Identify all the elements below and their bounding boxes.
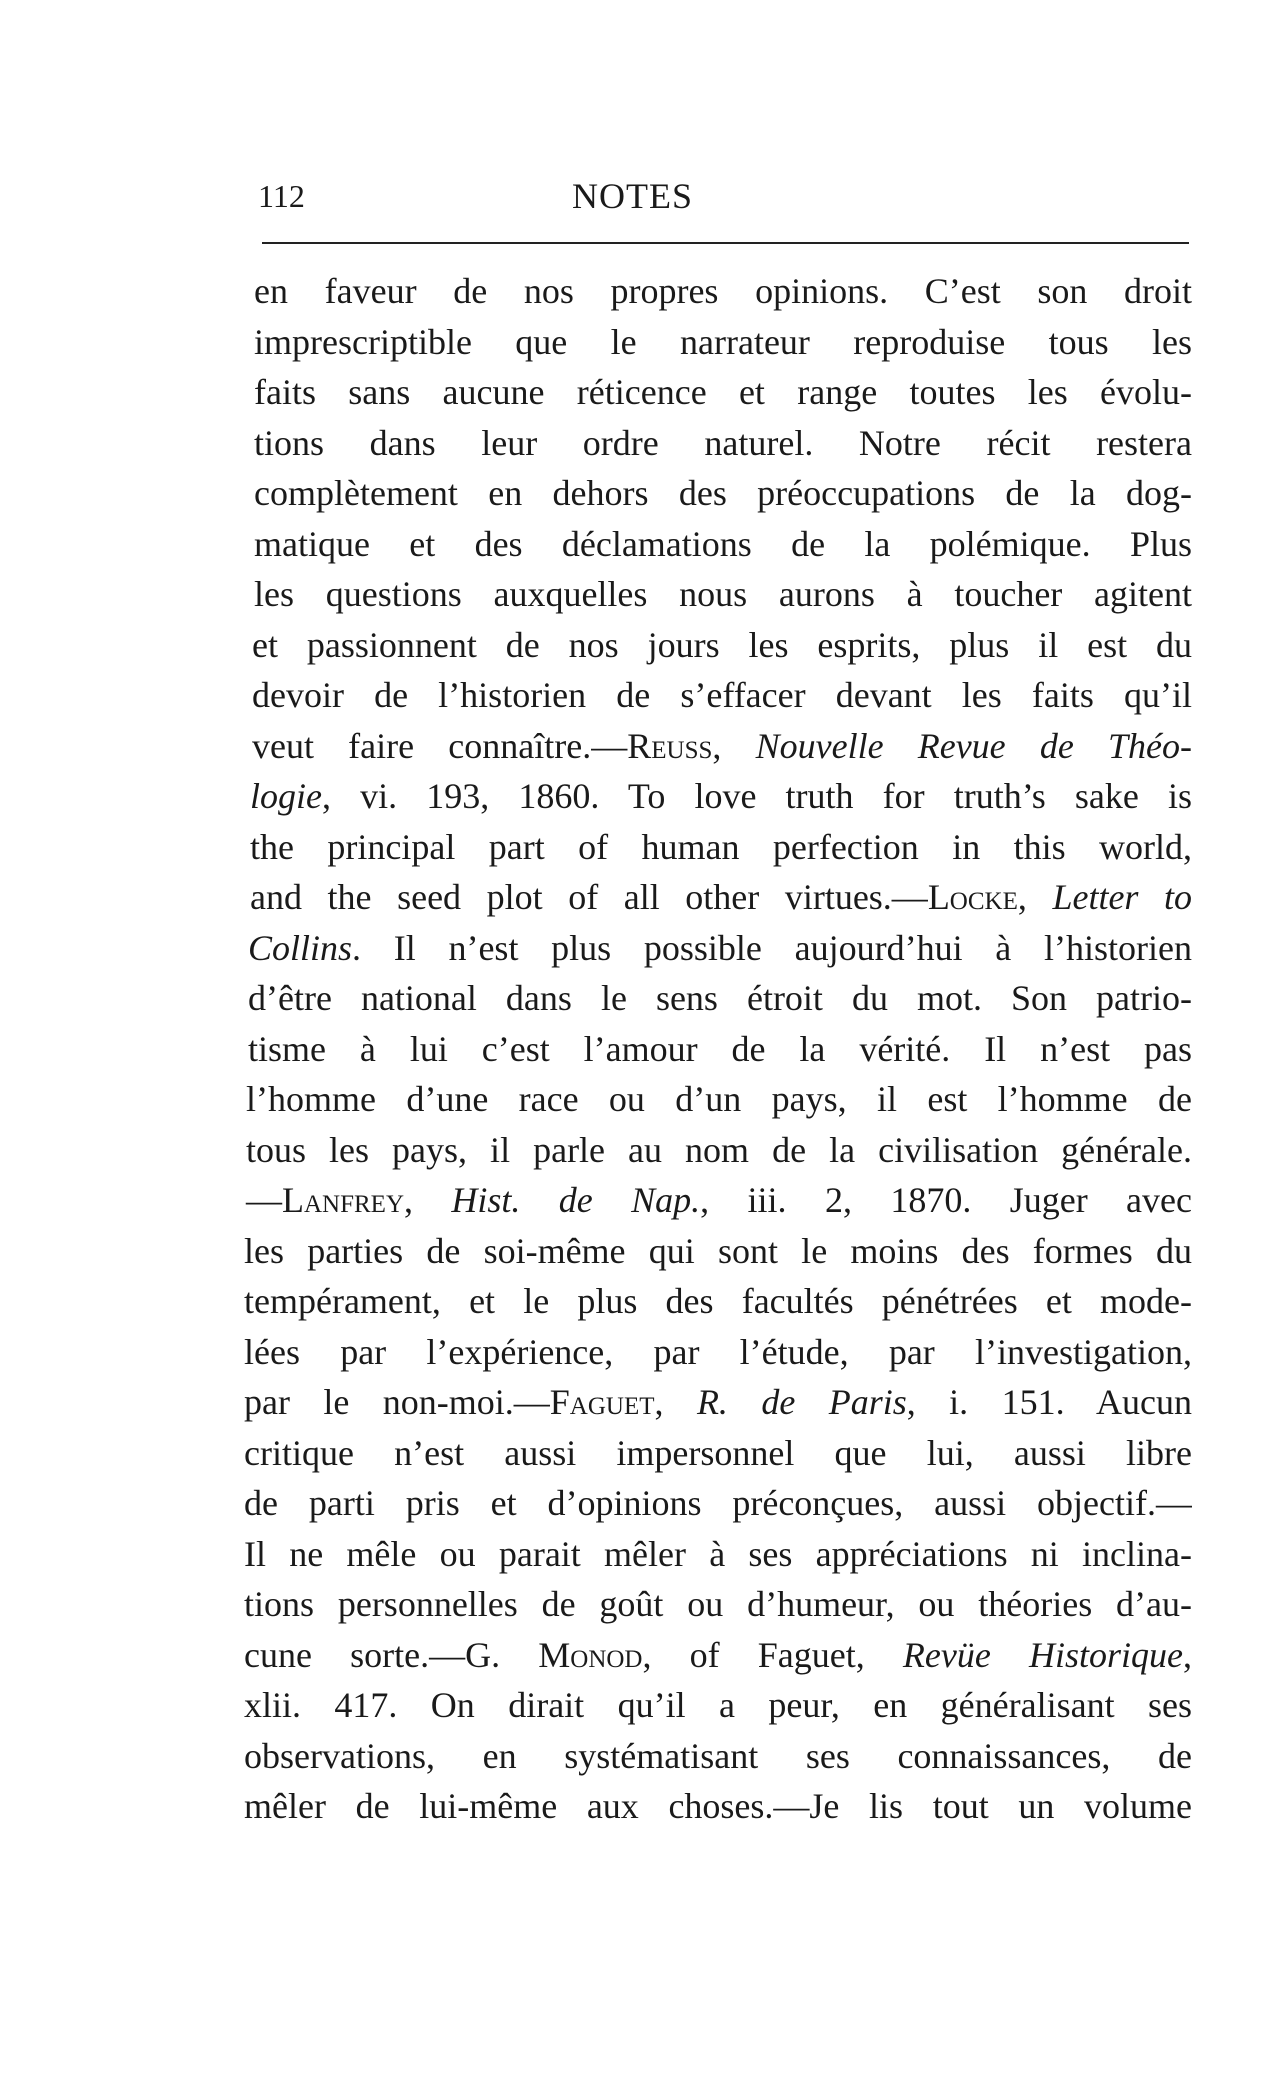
text-run: , bbox=[404, 1180, 452, 1220]
text-line bbox=[244, 418, 1192, 469]
source-title: R. de Paris bbox=[696, 1382, 907, 1422]
text-line bbox=[244, 1327, 1192, 1378]
text-run: , of Faguet, bbox=[642, 1634, 903, 1675]
text-line bbox=[244, 1428, 1192, 1479]
text-run: , i. 151. Aucun bbox=[906, 1382, 1192, 1422]
text-line bbox=[244, 468, 1192, 519]
text-line bbox=[244, 1680, 1192, 1731]
text-run: the principal part of human perfection in this world, bbox=[250, 826, 1192, 867]
text-line bbox=[244, 1226, 1192, 1277]
text-run: en faveur de nos propres opinions. C’est son droit bbox=[254, 271, 1192, 311]
text-run: , bbox=[1017, 877, 1053, 917]
text-run: et passionnent de nos jours les esprits, plus il est du bbox=[252, 624, 1192, 665]
text-run: tions dans leur ordre naturel. Notre récit restera bbox=[254, 422, 1192, 463]
text-line bbox=[244, 1125, 1192, 1176]
text-run: tous les pays, il parle au nom de la civilisation générale. bbox=[246, 1129, 1192, 1170]
text-run: , iii. 2, 1870. Juger avec bbox=[700, 1180, 1192, 1220]
text-line bbox=[244, 670, 1192, 721]
text-run: faits sans aucune réticence et range toutes les évolu- bbox=[254, 372, 1192, 412]
text-line bbox=[244, 1074, 1192, 1125]
text-run: complètement en dehors des préoccupations de la dog- bbox=[254, 473, 1192, 513]
author-name: Reuss bbox=[627, 725, 713, 766]
text-line bbox=[244, 1478, 1192, 1529]
header-rule bbox=[262, 242, 1189, 244]
source-title: Letter to bbox=[1052, 877, 1192, 917]
text-line bbox=[244, 569, 1192, 620]
author-name: Locke bbox=[927, 877, 1018, 917]
text-run: tions personnelles de goût ou d’humeur, ou théories d’au- bbox=[244, 1584, 1192, 1624]
text-line bbox=[244, 872, 1192, 923]
text-line bbox=[244, 822, 1192, 873]
text-line bbox=[244, 1175, 1192, 1226]
text-run: , bbox=[654, 1382, 697, 1422]
text-run: Il ne mêle ou parait mêler à ses appréciations ni inclina- bbox=[244, 1533, 1192, 1574]
source-title: logie bbox=[250, 776, 322, 816]
text-run: xlii. 417. On dirait qu’il a peur, en généralisant ses bbox=[244, 1685, 1192, 1725]
text-run: , bbox=[712, 725, 756, 766]
text-run: les parties de soi-même qui sont le moins des formes du bbox=[244, 1230, 1192, 1271]
text-line bbox=[244, 923, 1192, 974]
text-line bbox=[244, 1781, 1192, 1832]
text-line bbox=[244, 1024, 1192, 1075]
text-run: devoir de l’historien de s’effacer devant les faits qu’il bbox=[252, 675, 1192, 715]
text-run: and the seed plot of all other virtues.— bbox=[250, 877, 928, 917]
text-line bbox=[244, 266, 1192, 317]
author-name: Faguet bbox=[549, 1382, 655, 1422]
text-run: de parti pris et d’opinions préconçues, aussi objectif.— bbox=[244, 1483, 1192, 1523]
source-title: Collins bbox=[248, 927, 353, 968]
notes-body-text bbox=[244, 266, 1192, 1832]
text-run: lées par l’expérience, par l’étude, par l’investigation, bbox=[244, 1331, 1192, 1372]
running-head: NOTES bbox=[572, 176, 693, 216]
text-line bbox=[244, 1377, 1192, 1428]
text-run: l’homme d’une race ou d’un pays, il est l’homme de bbox=[246, 1079, 1192, 1119]
text-run: . Il n’est plus possible aujourd’hui à l’historien bbox=[352, 927, 1192, 968]
text-run: — bbox=[246, 1180, 282, 1220]
text-line bbox=[244, 1579, 1192, 1630]
text-line bbox=[244, 1276, 1192, 1327]
text-line bbox=[244, 519, 1192, 570]
text-line bbox=[244, 1529, 1192, 1580]
text-run: les questions auxquelles nous aurons à toucher agitent bbox=[254, 574, 1192, 614]
text-run: , bbox=[1183, 1634, 1192, 1675]
text-line bbox=[244, 367, 1192, 418]
source-title: Revüe Historique bbox=[902, 1634, 1184, 1675]
text-run: tisme à lui c’est l’amour de la vérité. Il n’est pas bbox=[248, 1028, 1192, 1069]
text-run: imprescriptible que le narrateur reproduise tous les bbox=[254, 321, 1192, 362]
source-title: Nouvelle Revue de Théo- bbox=[755, 725, 1192, 766]
text-line bbox=[244, 1731, 1192, 1782]
text-run: , vi. 193, 1860. To love truth for truth’s sake is bbox=[321, 776, 1192, 816]
text-run: par le non-moi.— bbox=[244, 1382, 550, 1422]
text-run: matique et des déclamations de la polémique. Plus bbox=[254, 523, 1192, 564]
text-run: cune sorte.—G. bbox=[244, 1634, 539, 1675]
source-title: Hist. de Nap. bbox=[451, 1180, 701, 1220]
text-run: mêler de lui-même aux choses.—Je lis tout un volume bbox=[244, 1786, 1192, 1826]
author-name: Monod bbox=[538, 1634, 643, 1675]
text-run: critique n’est aussi impersonnel que lui, aussi libre bbox=[244, 1432, 1192, 1473]
text-line bbox=[244, 973, 1192, 1024]
text-line bbox=[244, 721, 1192, 772]
text-run: d’être national dans le sens étroit du mot. Son patrio- bbox=[248, 978, 1192, 1018]
text-line bbox=[244, 1630, 1192, 1681]
text-run: veut faire connaître.— bbox=[252, 725, 628, 766]
text-run: observations, en systématisant ses connaissances, de bbox=[244, 1735, 1192, 1776]
text-line bbox=[244, 771, 1192, 822]
author-name: Lanfrey bbox=[282, 1180, 405, 1220]
page-number: 112 bbox=[258, 178, 305, 214]
text-line bbox=[244, 317, 1192, 368]
text-line bbox=[244, 620, 1192, 671]
text-run: tempérament, et le plus des facultés pénétrées et mode- bbox=[244, 1281, 1192, 1321]
